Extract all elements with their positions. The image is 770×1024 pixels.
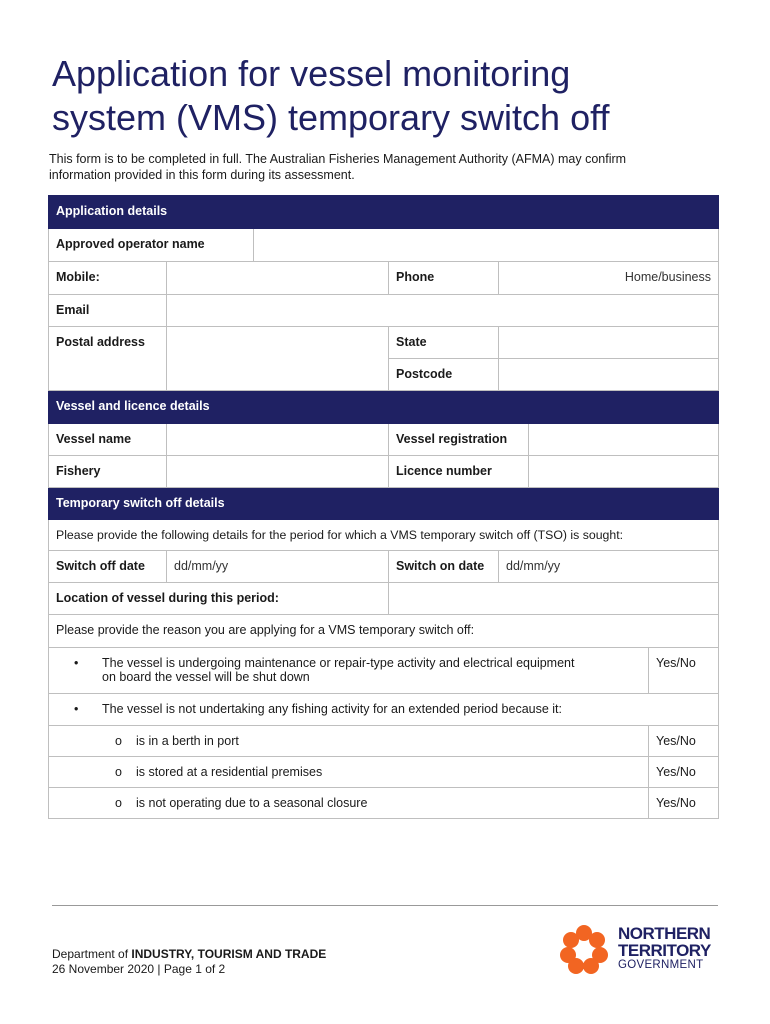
nt-flower-icon	[556, 922, 612, 978]
postcode-label: Postcode	[389, 359, 499, 391]
footer	[52, 947, 326, 977]
reason-maintenance-line-2: on board the vessel will be shut down	[102, 670, 310, 684]
email-label: Email	[49, 295, 167, 327]
home-business-hint: Home/business	[624, 270, 712, 284]
application-form	[48, 195, 719, 819]
logo-wordmark	[618, 925, 711, 959]
bullet-icon: •	[74, 656, 79, 670]
licence-number-label: Licence number	[389, 456, 529, 488]
intro-line-2: information provided in this form during its assessment.	[49, 168, 355, 182]
sub-reason-berth-text: is in a berth in port	[136, 734, 239, 748]
state-input[interactable]	[499, 327, 719, 359]
footer-dept-name: INDUSTRY, TOURISM AND TRADE	[131, 947, 327, 961]
footer-department	[52, 947, 326, 962]
nt-government-logo	[556, 922, 726, 978]
footer-dept-prefix: Department of	[52, 947, 132, 961]
section-heading-tso: Temporary switch off details	[49, 488, 719, 520]
reason-not-fishing	[49, 694, 719, 726]
logo-line-2: TERRITORY	[618, 941, 711, 960]
approved-operator-label: Approved operator name	[49, 229, 254, 262]
email-input[interactable]	[167, 295, 719, 327]
switch-off-date-input[interactable]	[167, 551, 389, 583]
footer-date-page: 26 November 2020 | Page 1 of 2	[52, 962, 226, 976]
sub-reason-seasonal	[49, 788, 649, 819]
switch-on-date-placeholder: dd/mm/yy	[506, 559, 561, 573]
reason-maintenance-answer[interactable]: Yes/No	[649, 648, 719, 694]
tso-instruction: Please provide the following details for the period for which a VMS temporary switch off (TSO) is sought:	[49, 520, 719, 551]
bullet-icon: •	[74, 702, 79, 716]
switch-on-date-input[interactable]	[499, 551, 719, 583]
switch-off-date-placeholder: dd/mm/yy	[174, 559, 229, 573]
sub-reason-seasonal-answer[interactable]: Yes/No	[649, 788, 719, 819]
phone-input[interactable]	[499, 262, 719, 295]
section-heading-vessel: Vessel and licence details	[49, 391, 719, 424]
sub-reason-berth	[49, 726, 649, 757]
switch-on-date-label: Switch on date	[389, 551, 499, 583]
title-line-2: system (VMS) temporary switch off	[52, 97, 610, 138]
switch-off-date-label: Switch off date	[49, 551, 167, 583]
sub-reason-residential-answer[interactable]: Yes/No	[649, 757, 719, 788]
footer-divider	[52, 905, 718, 906]
reason-not-fishing-text: The vessel is not undertaking any fishing activity for an extended period because it:	[102, 702, 562, 716]
reason-prompt: Please provide the reason you are applying for a VMS temporary switch off:	[49, 615, 719, 648]
sub-reason-residential-text: is stored at a residential premises	[136, 765, 323, 779]
state-label: State	[389, 327, 499, 359]
logo-line-1: NORTHERN	[618, 924, 711, 943]
mobile-input[interactable]	[167, 262, 389, 295]
title-line-1: Application for vessel monitoring	[52, 53, 571, 94]
logo-line-3: GOVERNMENT	[618, 959, 704, 971]
mobile-label: Mobile:	[49, 262, 167, 295]
page-title	[52, 52, 732, 140]
postcode-input[interactable]	[499, 359, 719, 391]
postal-address-input[interactable]	[167, 327, 389, 391]
sub-reason-berth-answer[interactable]: Yes/No	[649, 726, 719, 757]
vessel-name-input[interactable]	[167, 424, 389, 456]
location-input[interactable]	[389, 583, 719, 615]
sub-reason-residential	[49, 757, 649, 788]
sub-bullet-icon: o	[115, 734, 122, 748]
intro-line-1: This form is to be completed in full. The Australian Fisheries Management Authority (AFMA) may confirm	[49, 152, 627, 166]
sub-bullet-icon: o	[115, 796, 122, 810]
phone-label: Phone	[389, 262, 499, 295]
intro-text	[49, 151, 729, 183]
vessel-registration-input[interactable]	[529, 424, 719, 456]
vessel-registration-label: Vessel registration	[389, 424, 529, 456]
sub-reason-seasonal-text: is not operating due to a seasonal closure	[136, 796, 368, 810]
approved-operator-input[interactable]	[254, 229, 719, 262]
reason-maintenance-line-1: The vessel is undergoing maintenance or repair-type activity and electrical equipment	[102, 656, 575, 670]
fishery-input[interactable]	[167, 456, 389, 488]
postal-address-label: Postal address	[49, 327, 167, 391]
fishery-label: Fishery	[49, 456, 167, 488]
vessel-name-label: Vessel name	[49, 424, 167, 456]
location-label-cell	[49, 583, 389, 615]
section-heading-application: Application details	[49, 196, 719, 229]
reason-maintenance	[49, 648, 649, 694]
location-label: Location of vessel during this period:	[56, 591, 279, 605]
licence-number-input[interactable]	[529, 456, 719, 488]
sub-bullet-icon: o	[115, 765, 122, 779]
